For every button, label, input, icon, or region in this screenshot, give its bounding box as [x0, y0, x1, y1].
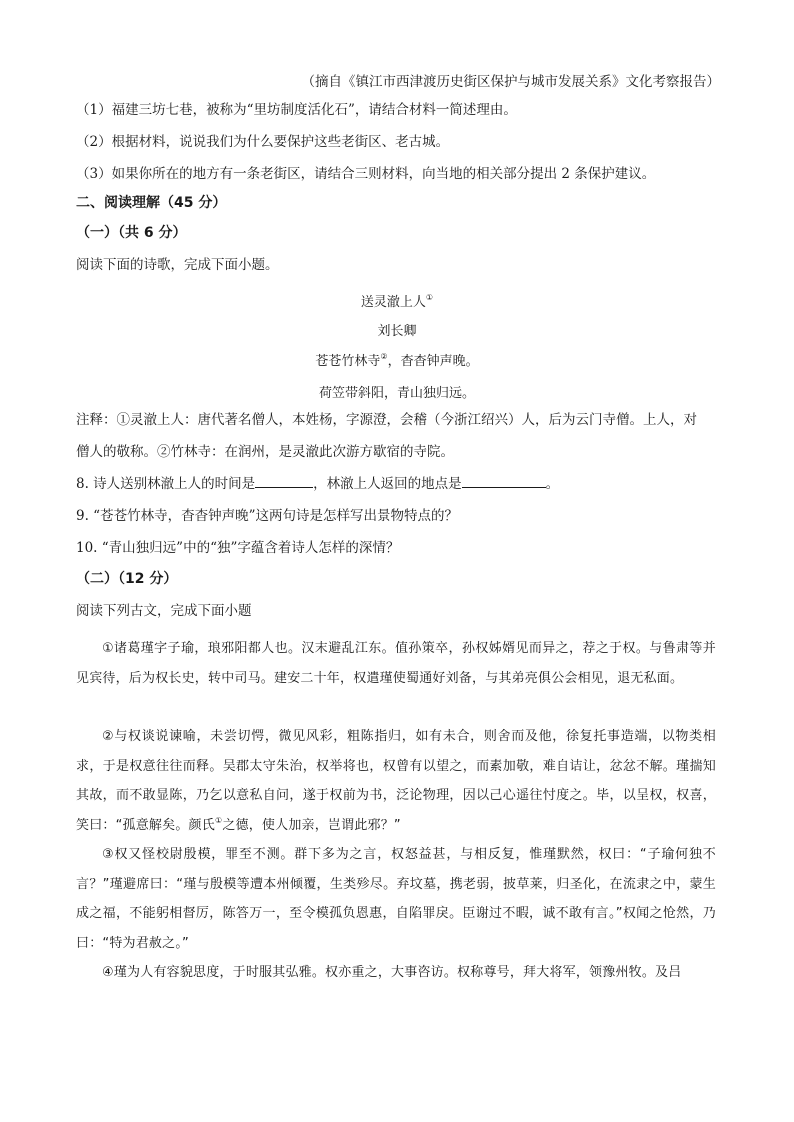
question-8-part-c: 。 — [545, 476, 560, 492]
poem-line-1-footnote: ② — [380, 352, 388, 361]
poem-line-1b: ，杳杳钟声晚。 — [387, 354, 479, 369]
question-8 — [76, 478, 559, 492]
notes-line-1: 注释：①灵澈上人：唐代著名僧人，本姓杨，字源澄，会稽（今浙江绍兴）人，后为云门寺僧。上人，对 — [76, 412, 697, 428]
poem-title-footnote: ① — [425, 293, 434, 302]
classical-paragraph-4: ④瑾为人有容貌思度，于时服其弘雅。权亦重之，大事咨访。权称尊号，拜大将军，领豫州牧。及吕 — [102, 965, 682, 980]
answer-blank-place[interactable] — [462, 487, 546, 488]
question-9: 9. “苍苍竹林寺，杳杳钟声晚”这两句诗是怎样写出景物特点的？ — [76, 508, 458, 524]
question-3: （3）如果你所在的地方有一条老街区，请结合三则材料，向当地的相关部分提出 2 条保护建议。 — [76, 166, 656, 182]
paragraph-2-text: ②与权谈说谏喻，未尝切愕，微见风彩，粗陈指归，如有未合，则舍而及他，徐复托事造端，以物类相求，于是权意往往而释。吴郡太守朱治，权举将也，权曾有以望之，而素加敬，难自诘让，忿忿不解。瑾揣知其故，而不敢显陈，乃乞以意私自问，遂于权前为书，泛论物理，因以己心遥往忖度之。毕，以呈权，权喜，笑曰：“孤意解矣。颜氏 — [76, 729, 716, 833]
source-note: （摘自《镇江市西津渡历史街区保护与城市发展关系》文化考察报告） — [301, 74, 720, 90]
subsection-2-instruction: 阅读下列古文，完成下面小题 — [76, 603, 252, 619]
subsection-1-title: （一）（共 6 分） — [76, 225, 187, 241]
question-8-part-a: 8. 诗人送别林澈上人的时间是 — [76, 476, 256, 492]
classical-paragraph-1: ①诸葛瑾字子瑜，琅邪阳都人也。汉末避乱江东。值孙策卒，孙权姊婿见而异之，荐之于权。与鲁肃等并见宾待，后为权长史，转中司马。建安二十年，权遣瑾使蜀通好刘备，与其弟亮俱公会相见，退无私面。 — [76, 641, 716, 686]
poem-line-1 — [0, 350, 794, 369]
paragraph-2-text-end: 之德，使人加亲，岂谓此邪？” — [222, 817, 401, 833]
poem-title — [0, 291, 794, 310]
poem-author: 刘长卿 — [377, 324, 417, 339]
classical-paragraph-3: ③权又怪校尉殷模，罪至不测。群下多为之言，权怒益甚，与相反复，惟瑾默然，权曰：“子瑜何独不言？”瑾避席曰：“瑾与殷模等遭本州倾覆，生类殄尽。弃坟墓，携老弱，披草莱，归圣化，在流隶之中，蒙生成之福，不能躬相督厉，陈答万一，至令模孤负恩惠，自陷罪戾。臣谢过不暇，诚不敢有言。”权闻之怆然，乃曰：“特为君赦之。” — [76, 847, 716, 951]
poem-line-1a: 苍苍竹林寺 — [315, 354, 381, 369]
subsection-2-title: （二）（12 分） — [76, 571, 178, 587]
question-1: （1）福建三坊七巷，被称为“里坊制度活化石”，请结合材料一简述理由。 — [76, 102, 517, 118]
paragraph-2-footnote: ① — [214, 815, 223, 825]
question-10: 10. “青山独归远”中的“独”字蕴含着诗人怎样的深情？ — [76, 540, 400, 556]
answer-blank-time[interactable] — [255, 487, 313, 488]
section-title: 二、阅读理解（45 分） — [76, 195, 227, 211]
question-2: （2）根据材料，说说我们为什么要保护这些老街区、老古城。 — [76, 134, 450, 150]
subsection-1-instruction: 阅读下面的诗歌，完成下面小题。 — [76, 257, 279, 273]
notes-line-2: 僧人的敬称。②竹林寺：在润州，是灵澈此次游方歇宿的寺院。 — [76, 444, 454, 460]
question-8-part-b: ，林澈上人返回的地点是 — [313, 476, 462, 492]
poem-line-2: 荷笠带斜阳，青山独归远。 — [318, 386, 475, 401]
poem-title-text: 送灵澈上人 — [360, 295, 426, 310]
classical-paragraph-2 — [76, 722, 716, 840]
